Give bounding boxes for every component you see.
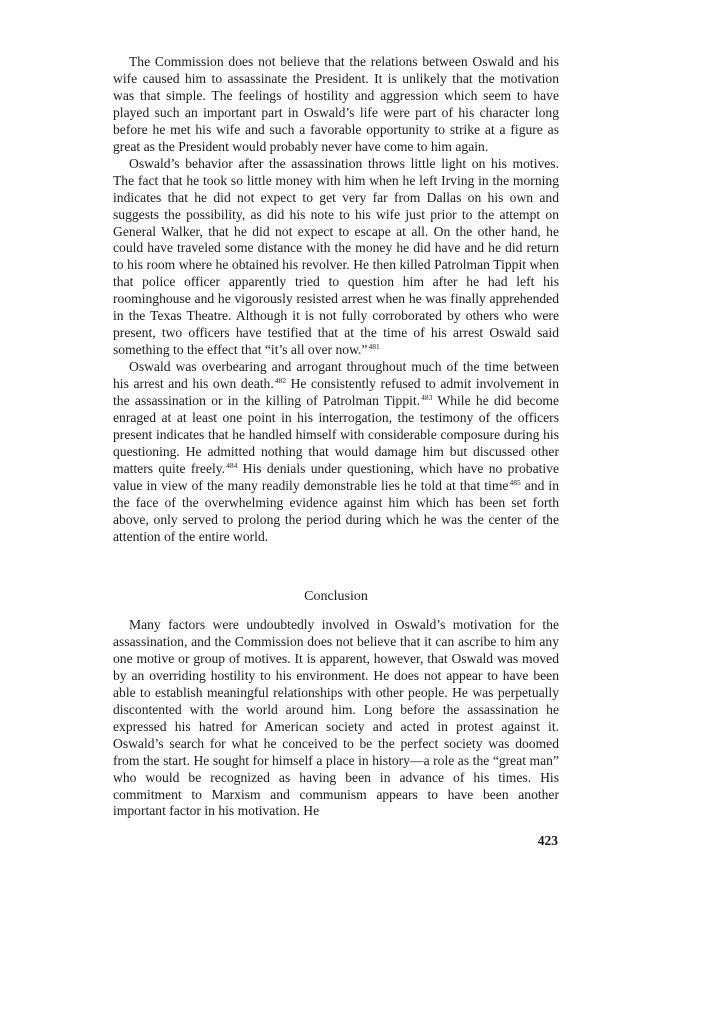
footnote-marker: 484: [226, 460, 238, 470]
paragraph-relations-with-wife: The Commission does not believe that the relations between Oswald and his wife caused him to assassinate the President. It is unlikely that the motivation was that simple. The feelings of hostility and aggression which seem to have played such an important part in Oswald’s life were part of his character long before he met his wife and such a favorable opportunity to strike at a figure as great as the President would probably never have come to him again.: [113, 54, 559, 154]
section-heading: Conclusion: [304, 589, 368, 604]
conclusion-text-block: [113, 617, 559, 820]
paragraph-text: and in the face of the overwhelming evidence against him which has been set forth above, only served to prolong the period during which he was the center of the attention of the entire world.: [113, 477, 559, 544]
footnote-marker: 482: [274, 376, 286, 386]
upper-text-block: [113, 54, 559, 546]
footnote-marker: 483: [421, 393, 433, 403]
paragraph-behavior-after-assassination: [113, 156, 559, 359]
paragraph-text: His denials under questioning, which have no probative value in view of the many readily demonstrable lies he told at that time: [113, 460, 559, 493]
paragraph-text: He consistently refused to admit involvement in the assassination or in the killing of Patrolman Tippit.: [113, 376, 559, 409]
paragraph-text: Oswald’s behavior after the assassination throws little light on his motives. The fact that he took so little money with him when he left Irving in the morning indicates that he did not expect to get very far from Dallas on his own and suggests the possibility, as did his note to his wife just prior to the attempt on General Walker, that he did not expect to escape at all. On the other hand, he could have traveled some distance with the money he did have and he did return to his room where he obtained his revolver. He then killed Patrolman Tippit when that police officer apparently tried to question him after he had left his roominghouse and he vigorously resisted arrest when he was finally apprehended in the Texas Theatre. Although it is not fully corroborated by others who were present, two officers have testified that at the time of his arrest Oswald said something to the effect that “it’s all over now.”: [113, 155, 559, 358]
paragraph-text: While he did become enraged at at least one point in his interrogation, the testimony of the officers present indicates that he handled himself with considerable composure during his questioning. He admitted nothing that would damage him but discussed other matters quite freely.: [113, 393, 559, 476]
paragraph-arrest-and-interrogation: [113, 359, 559, 545]
page-number: 423: [537, 833, 558, 848]
paragraph-conclusion: Many factors were undoubtedly involved in Oswald’s motivation for the assassination, and the Commission does not believe that it can ascribe to him any one motive or group of motives. It is apparent, however, that Oswald was moved by an overriding hostility to his environment. He does not appear to have been able to establish meaningful relationships with other people. He was perpetually discontented with the world around him. Long before the assassination he expressed his hatred for American society and acted in protest against it. Oswald’s search for what he conceived to be the perfect society was doomed from the start. He sought for himself a place in history—a role as the “great man” who would be recognized as having been in advance of his times. His commitment to Marxism and communism appears to have been another important factor in his motivation. He: [113, 617, 559, 819]
footnote-marker: 485: [509, 477, 521, 487]
paragraph-text: Oswald was overbearing and arrogant throughout much of the time between his arrest and his own death.: [113, 359, 559, 392]
footnote-marker: 481: [368, 342, 380, 352]
